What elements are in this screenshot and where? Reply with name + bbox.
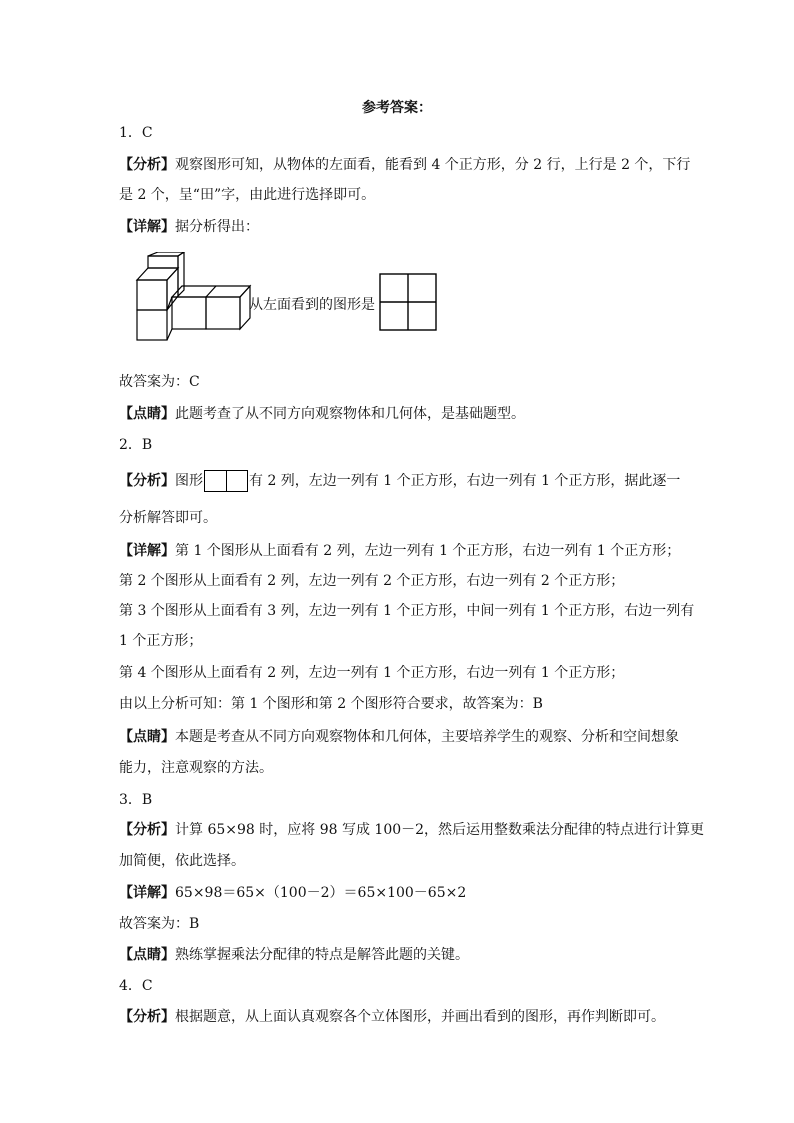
page-title: 参考答案： — [362, 100, 432, 116]
two-square-figure — [204, 470, 248, 492]
answer-2-number: 2．B — [119, 437, 153, 453]
tag-analysis: 【分析】 — [119, 473, 175, 489]
text: 65×98＝65×（100－2）＝65×100－65×2 — [175, 885, 467, 901]
answer-4-number: 4．C — [119, 978, 153, 994]
answer-2-detail-2: 第 2 个图形从上面看有 2 列，左边一列有 2 个正方形，右边一列有 2 个正方形； — [119, 573, 625, 589]
text: 第 1 个图形从上面看有 2 列，左边一列有 1 个正方形，右边一列有 1 个正方形； — [175, 543, 681, 559]
answer-2-comment-cont: 能力，注意观察的方法。 — [119, 760, 273, 776]
answer-3-comment — [119, 945, 469, 965]
text: 计算 65×98 时，应将 98 写成 100－2，然后运用整数乘法分配律的特点进行计算更 — [175, 822, 705, 838]
answer-1-detail — [119, 217, 259, 237]
answer-2-analysis — [119, 470, 680, 492]
text: 有 2 列，左边一列有 1 个正方形，右边一列有 1 个正方形，据此逐一 — [249, 473, 681, 489]
text: 据分析得出： — [175, 219, 259, 235]
tag-detail: 【详解】 — [119, 219, 175, 235]
text: 此题考查了从不同方向观察物体和几何体，是基础题型。 — [175, 406, 525, 422]
answer-2-detail-3-cont: 1 个正方形； — [119, 633, 203, 649]
answer-2-detail-4: 第 4 个图形从上面看有 2 列，左边一列有 1 个正方形，右边一列有 1 个正方形； — [119, 665, 625, 681]
text: 图形 — [175, 473, 203, 489]
text: 本题是考查从不同方向观察物体和几何体，主要培养学生的观察、分析和空间想象 — [175, 729, 679, 745]
answer-2-detail — [119, 541, 680, 561]
answer-1-analysis — [119, 155, 690, 175]
answer-4-analysis — [119, 1007, 665, 1027]
answer-1-result: 故答案为：C — [119, 374, 200, 390]
tag-comment: 【点睛】 — [119, 729, 175, 745]
tag-comment: 【点睛】 — [119, 947, 175, 963]
answer-2-result: 由以上分析可知：第 1 个图形和第 2 个图形符合要求，故答案为：B — [119, 696, 543, 712]
tag-analysis: 【分析】 — [119, 157, 175, 173]
text: 根据题意，从上面认真观察各个立体图形，并画出看到的图形，再作判断即可。 — [175, 1009, 665, 1025]
answer-1-comment — [119, 404, 525, 424]
cube-front — [137, 280, 167, 310]
answer-2-detail-3: 第 3 个图形从上面看有 3 列，左边一列有 1 个正方形，中间一列有 1 个正方形，右边一列有 — [119, 603, 695, 619]
tag-analysis: 【分析】 — [119, 822, 175, 838]
answer-2-analysis-cont: 分析解答即可。 — [119, 510, 217, 526]
answer-3-number: 3．B — [119, 792, 153, 808]
answer-3-analysis-cont: 加简便，依此选择。 — [119, 853, 245, 869]
answer-3-detail — [119, 883, 466, 903]
tag-detail: 【详解】 — [119, 543, 175, 559]
text: 熟练掌握乘法分配律的特点是解答此题的关键。 — [175, 947, 469, 963]
tag-analysis: 【分析】 — [119, 1009, 175, 1025]
cube-back-front — [148, 256, 178, 268]
text: 观察图形可知，从物体的左面看，能看到 4 个正方形，分 2 行，上行是 2 个，下行 — [175, 157, 691, 173]
figure-caption: 从左面看到的图形是 — [249, 297, 375, 313]
answer-3-result: 故答案为：B — [119, 916, 200, 932]
answer-1-analysis-cont: 是 2 个，呈“田”字，由此进行选择即可。 — [119, 187, 376, 203]
answer-3-analysis — [119, 820, 704, 840]
cube-front — [137, 310, 167, 340]
answer-2-comment — [119, 727, 679, 747]
tag-comment: 【点睛】 — [119, 406, 175, 422]
tag-detail: 【详解】 — [119, 885, 175, 901]
answer-1-number: 1．C — [119, 125, 153, 141]
cube-front — [172, 297, 206, 329]
cube-front — [206, 297, 240, 329]
